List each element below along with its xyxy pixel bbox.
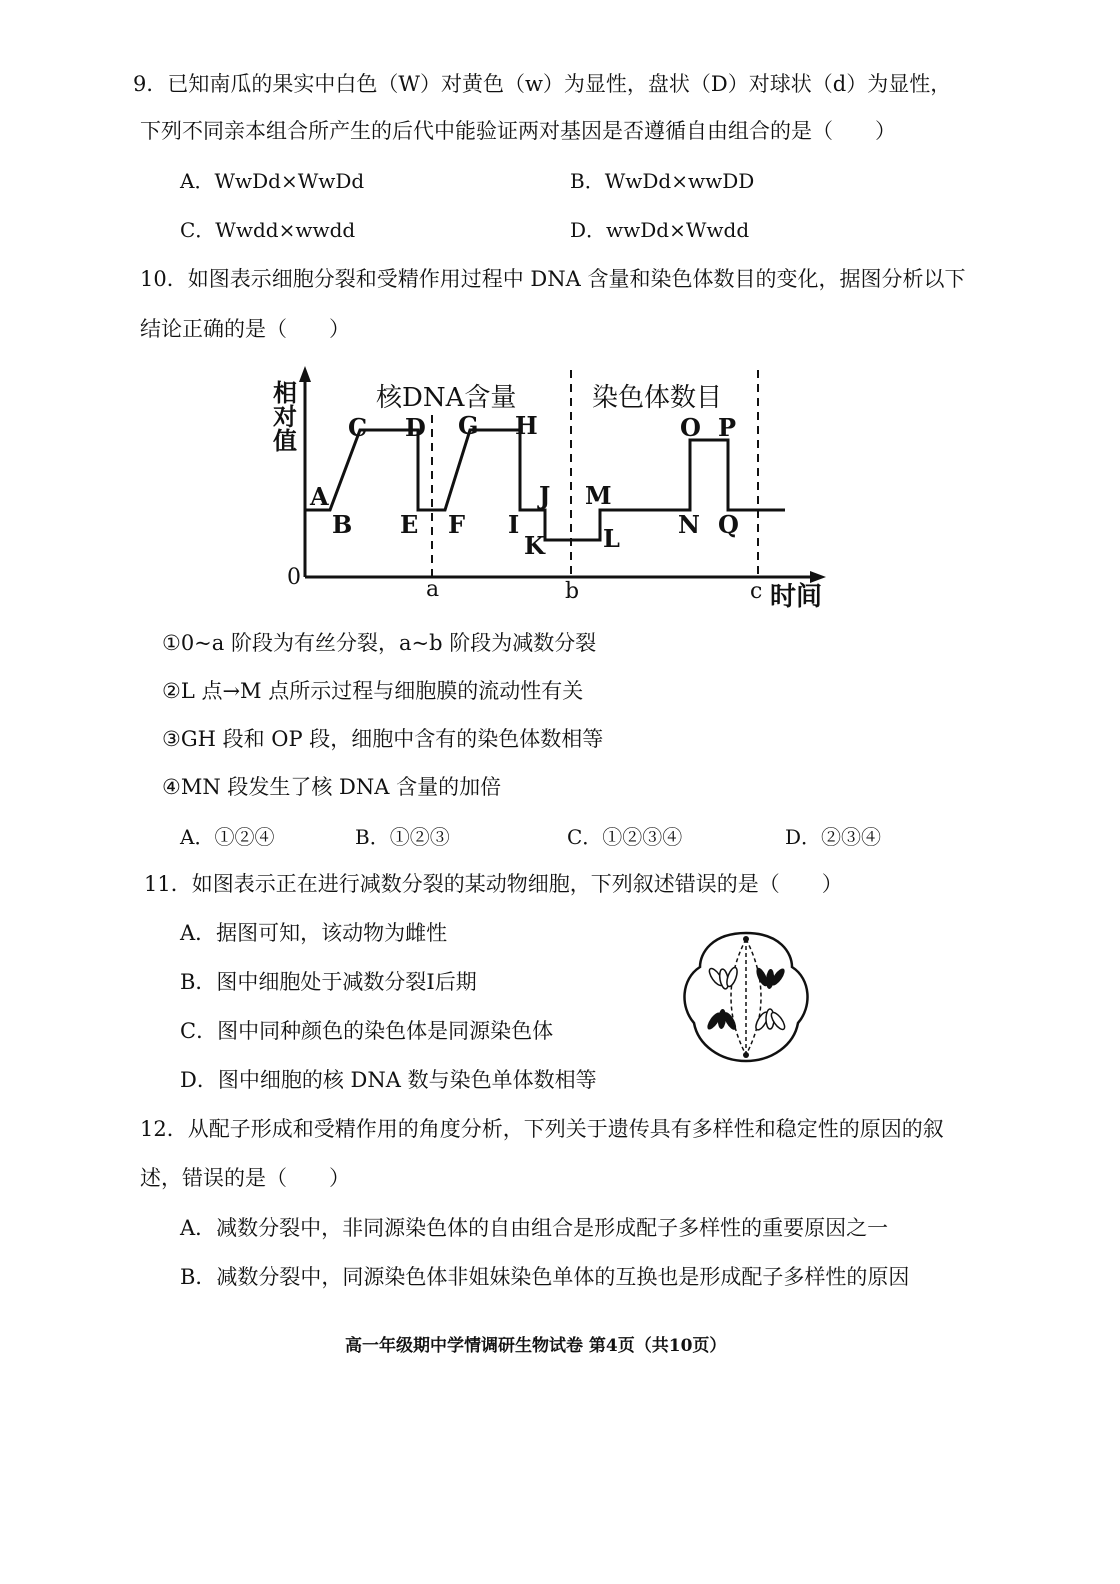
- chromosome-black-bottom: [705, 1009, 738, 1032]
- spindle-fiber: [746, 939, 761, 1055]
- point-label-g: G: [458, 411, 479, 440]
- tick-c: c: [750, 579, 763, 604]
- section-dna-label: 核DNA含量: [376, 383, 517, 413]
- point-label-b: B: [332, 510, 353, 539]
- q10-figure: [0, 360, 1120, 620]
- point-label-o: O: [680, 413, 701, 442]
- q10-statement-2: ②L 点→M 点所示过程与细胞膜的流动性有关: [162, 679, 584, 703]
- point-label-e: E: [400, 510, 419, 539]
- point-label-q: Q: [718, 510, 739, 539]
- q10-statement-3: ③GH 段和 OP 段，细胞中含有的染色体数相等: [162, 727, 604, 751]
- q9-option-a: A．WwDd×WwDd: [180, 169, 365, 193]
- q10-statement-1: ①0~a 阶段为有丝分裂，a~b 阶段为减数分裂: [162, 631, 597, 655]
- q10-option-a: A．①②④: [180, 825, 275, 849]
- point-label-f: F: [448, 510, 466, 539]
- q10-option-b: B．①②③: [355, 825, 450, 849]
- point-label-k: K: [524, 531, 545, 560]
- tick-b: b: [565, 579, 580, 604]
- q10-option-d: D．②③④: [785, 825, 882, 849]
- point-label-d: D: [405, 413, 426, 442]
- tick-a: a: [426, 577, 440, 602]
- q10-stem-line2: 结论正确的是（ ）: [140, 317, 350, 341]
- q11-option-b: B．图中细胞处于减数分裂Ⅰ后期: [180, 970, 477, 994]
- y-axis-arrow: [299, 366, 311, 382]
- spindle-fiber: [731, 939, 746, 1055]
- point-label-c: C: [348, 413, 368, 442]
- origin-label: 0: [287, 565, 301, 590]
- q11-option-d: D．图中细胞的核 DNA 数与染色单体数相等: [180, 1068, 597, 1092]
- point-label-h: H: [515, 411, 538, 440]
- point-label-m: M: [585, 481, 612, 510]
- point-label-j: J: [539, 481, 551, 510]
- q11-option-c: C．图中同种颜色的染色体是同源染色体: [180, 1019, 554, 1043]
- q9-option-c: C．Wwdd×wwdd: [180, 218, 356, 242]
- chromosome-black-top: [754, 966, 787, 989]
- dividing-cell-diagram: [676, 927, 816, 1067]
- chromosome-white-top: [707, 966, 739, 989]
- point-label-n: N: [678, 510, 700, 539]
- q10-stem-line1: 10．如图表示细胞分裂和受精作用过程中 DNA 含量和染色体数目的变化，据图分析以下: [140, 267, 966, 291]
- y-axis-label: 相对值: [268, 380, 298, 452]
- q11-stem: 11．如图表示正在进行减数分裂的某动物细胞，下列叙述错误的是（ ）: [144, 872, 843, 896]
- point-label-a: A: [310, 482, 329, 511]
- q9-stem-line2: 下列不同亲本组合所产生的后代中能验证两对基因是否遵循自由组合的是（ ）: [140, 119, 896, 143]
- point-label-p: P: [718, 413, 737, 442]
- q9-stem-line1: 9．已知南瓜的果实中白色（W）对黄色（w）为显性，盘状（D）对球状（d）为显性，: [133, 72, 952, 96]
- centrosome: [743, 936, 749, 942]
- q9-option-d: D．wwDd×Wwdd: [570, 218, 750, 242]
- section-chromosome-label: 染色体数目: [592, 383, 723, 413]
- q12-option-a: A．减数分裂中，非同源染色体的自由组合是形成配子多样性的重要原因之一: [180, 1216, 889, 1240]
- q9-option-b: B．WwDd×wwDD: [570, 169, 755, 193]
- q11-option-a: A．据图可知，该动物为雌性: [180, 921, 448, 945]
- q10-statement-4: ④MN 段发生了核 DNA 含量的加倍: [162, 775, 502, 799]
- q10-option-c: C．①②③④: [567, 825, 683, 849]
- chromosome-white-bottom: [754, 1009, 787, 1032]
- point-label-i: I: [508, 510, 520, 539]
- q12-stem-line1: 12．从配子形成和受精作用的角度分析，下列关于遗传具有多样性和稳定性的原因的叙: [140, 1117, 944, 1141]
- q12-stem-line2: 述，错误的是（ ）: [140, 1166, 350, 1190]
- centrosome: [743, 1052, 749, 1058]
- point-label-l: L: [603, 524, 620, 553]
- x-axis-label: 时间: [770, 582, 823, 612]
- q12-option-b: B．减数分裂中，同源染色体非姐妹染色单体的互换也是形成配子多样性的原因: [180, 1265, 910, 1289]
- page-footer: 高一年级期中学情调研生物试卷 第4页（共10页）: [345, 1336, 727, 1356]
